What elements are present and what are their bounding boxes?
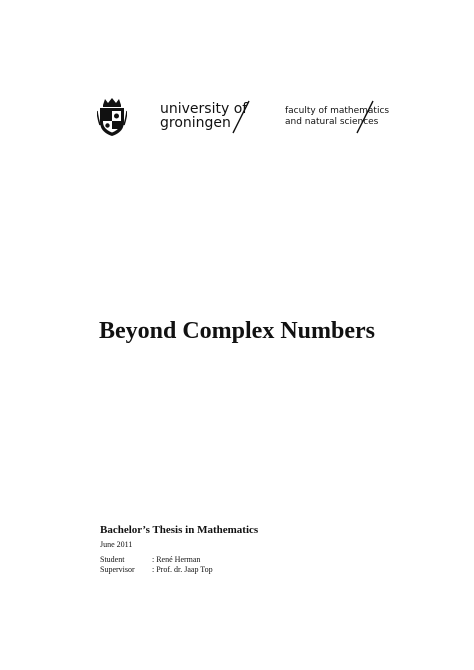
thesis-subtitle: Bachelor’s Thesis in Mathematics (100, 524, 259, 536)
university-crest-icon (97, 97, 127, 137)
thesis-title: Beyond Complex Numbers (98, 318, 375, 344)
people-row-supervisor (100, 565, 213, 575)
people-row-student (100, 555, 213, 565)
person-role: Supervisor (100, 565, 135, 574)
person-role: Student (100, 555, 125, 564)
university-name-line1: university of (160, 101, 248, 117)
university-name (160, 102, 247, 130)
person-name: : René Herman (152, 555, 201, 564)
faculty-name-line2: and natural sciences (285, 117, 379, 127)
person-name: : Prof. dr. Jaap Top (152, 565, 213, 574)
people-list (100, 555, 213, 575)
faculty-name-line1: faculty of mathematics (285, 106, 390, 116)
faculty-name (285, 106, 389, 128)
university-name-line2: groningen (160, 115, 231, 131)
thesis-date: June 2011 (100, 540, 133, 549)
